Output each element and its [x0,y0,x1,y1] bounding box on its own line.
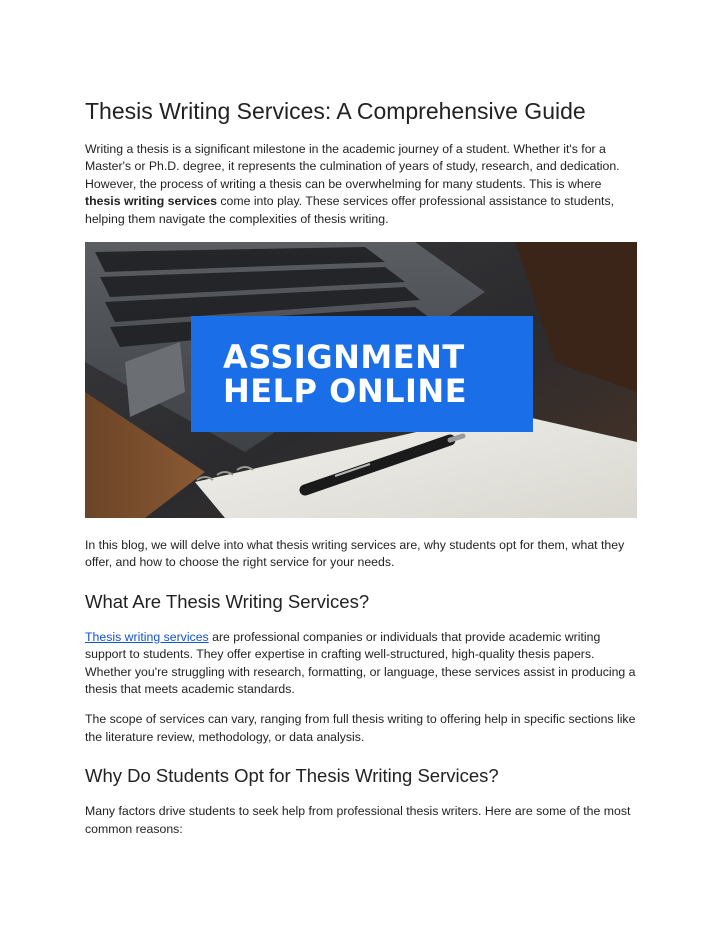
thesis-writing-services-link[interactable]: Thesis writing services [85,629,209,644]
section1-paragraph-1-text: are professional companies or individuals that provide academic writing support to students. They offer expertise in crafting well-structured, high-quality thesis papers. Whether you're struggling with research, formatting, or language, these services assist in producing a thesis that meets academic standards. [85,629,636,697]
banner-line-2: HELP ONLINE [223,372,468,411]
intro-text-start: Writing a thesis is a significant milestone in the academic journey of a student. Whether it's for a Master's or Ph.D. degree, it represents the culmination of years of study, research, and dedication. However, the process of writing a thesis can be overwhelming for many students. This is where [85,142,620,191]
banner-line-1: ASSIGNMENT [223,338,465,377]
overview-paragraph: In this blog, we will delve into what thesis writing services are, why students opt for them, what they offer, and how to choose the right service for your needs. [85,538,625,570]
intro-bold-phrase: thesis writing services [85,194,217,209]
page-title: Thesis Writing Services: A Comprehensive Guide [85,98,586,124]
section-heading-why: Why Do Students Opt for Thesis Writing Services? [85,765,499,787]
intro-text-end: come into play. These services offer professional assistance to students, helping them navigate the complexities of thesis writing. [85,194,615,226]
intro-paragraph [85,141,637,228]
section1-paragraph-1 [85,629,637,699]
section-heading-what: What Are Thesis Writing Services? [85,590,370,612]
assignment-help-banner [191,316,533,432]
section1-paragraph-2: The scope of services can vary, ranging from full thesis writing to offering help in specific sections like the literature review, methodology, or data analysis. [85,712,636,744]
section2-paragraph-1: Many factors drive students to seek help from professional thesis writers. Here are some of the most common reasons: [85,804,631,836]
hero-image [85,242,637,518]
article-body [85,96,637,838]
